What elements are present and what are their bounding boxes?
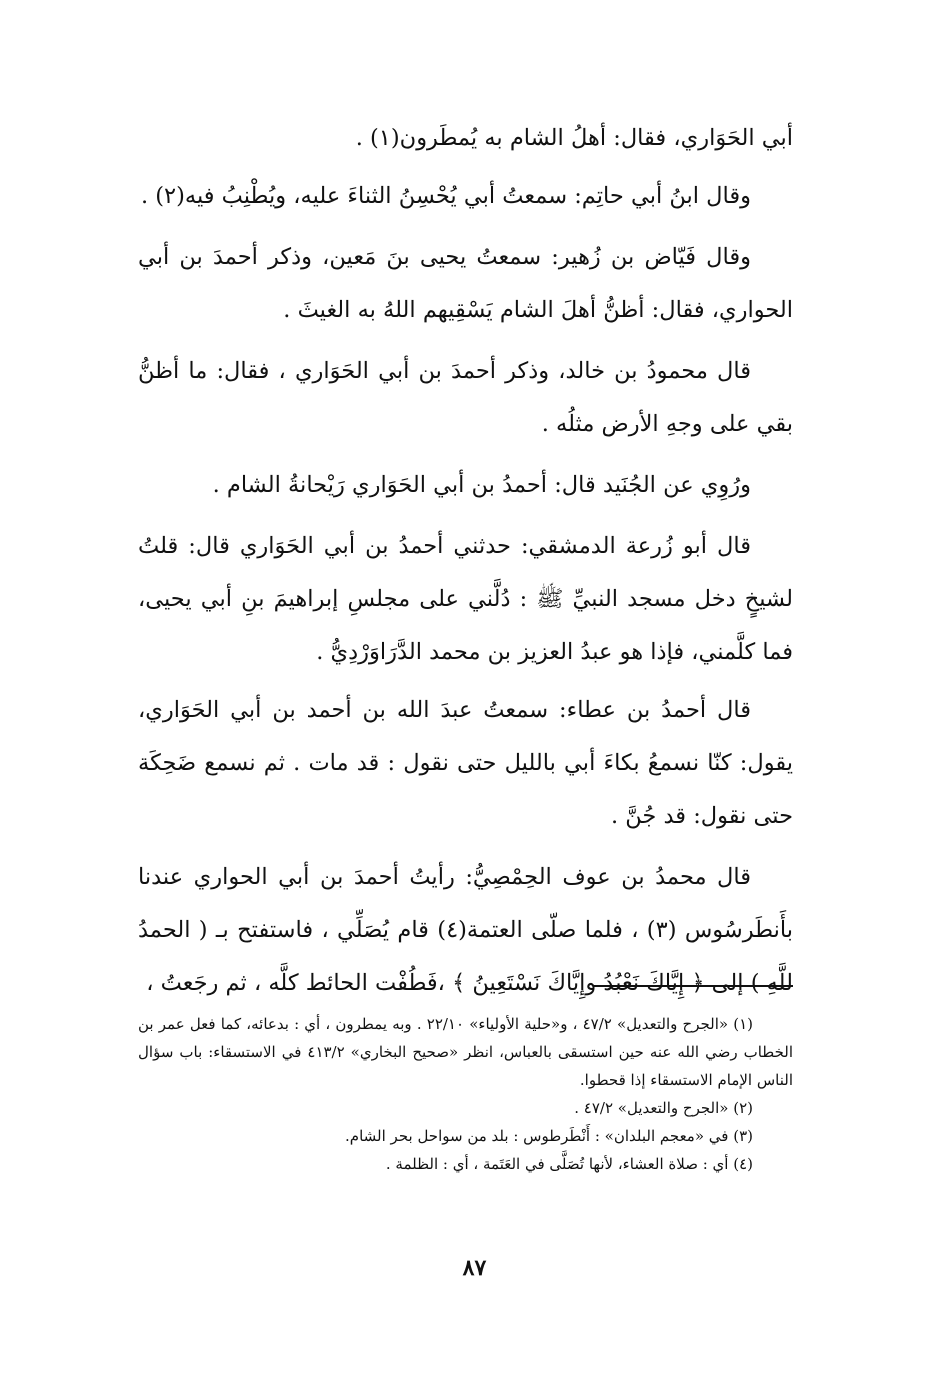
footnotes: [138, 1010, 793, 1178]
paragraph-3: وقال فَيّاض بن زُهير: سمعتُ يحيى بنَ مَعين، وذكر أحمدَ بن أبي الحواري، فقال: أظنُّ أهلَ الشام يَسْقِيهم اللهُ به الغيثَ .: [138, 244, 793, 323]
paragraph-2: وقال ابنُ أبي حاتِم: سمعتُ أبي يُحْسِنُ الثناءَ عليه، ويُطْنِبُ فيه(٢) .: [140, 183, 751, 209]
paragraph-8: قال محمدُ بن عوف الحِمْصِيُّ: رأيتُ أحمدَ بن أبي الحواري عندنا بأَنطَرسُوس (٣) ، فلما صلّى العتمة(٤) قام يُصَلِّي ، فاستفتح بـ ( الحمدُ للَّهِ ) إلى ﴿ إِيَّاكَ نَعْبُدُ وإِيَّاكَ نَسْتَعِينُ ﴾ ،فَطُفْت الحائط كلَّه ، ثم رجَعتُ ،: [138, 864, 794, 996]
paragraph-1: أبي الحَوَاري، فقال: أهلُ الشام به يُمطَرون(١) .: [355, 125, 793, 151]
paragraph-6: قال أبو زُرعة الدمشقي: حدثني أحمدُ بن أبي الحَوَاري قال: قلتُ لشيخٍ دخل مسجد النبيِّ ﷺ : دُلَّني على مجلسِ إبراهيمَ بنِ أبي يحيى، فما كلَّمني، فإذا هو عبدُ العزيز بن محمد الدَّرَاوَرْدِيُّ .: [138, 533, 793, 665]
paragraph-4: قال محمودُ بن خالد، وذكر أحمدَ بن أبي الحَوَاري ، فقال: ما أظنُّ بقي على وجهِ الأرض مثلُه .: [138, 358, 793, 437]
footnote-1: (١) «الجرح والتعديل» ٤٧/٢ ، و«حلية الأولياء» ٢٢/١٠ . وبه يمطرون ، أي : بدعائه، كما فعل عمر بن الخطاب رضي الله عنه حين استسقى بالعباس، انظر «صحيح البخاري» ٤١٣/٢ في الاستسقاء: باب سؤال الناس الإمام الاستسقاء إذا قحطوا.: [138, 1015, 793, 1089]
footnote-3: (٣) في «معجم البلدان» : أَنْطَرطوس : بلد من سواحل بحر الشام.: [345, 1127, 753, 1145]
paragraph-7: قال أحمدُ بن عطاء: سمعتُ عبدَ الله بن أحمد بن أبي الحَوَاري، يقول: كنّا نسمعُ بكاءَ أبي بالليل حتى نقول : قد مات . ثم نسمع ضَحِكَة حتى نقول: قد جُنَّ .: [138, 697, 793, 829]
paragraph-5: ورُوِي عن الجُنَيد قال: أحمدُ بن أبي الحَوَاري رَيْحانةُ الشام .: [212, 472, 751, 498]
footnote-2: (٢) «الجرح والتعديل» ٤٧/٢ .: [574, 1099, 753, 1117]
footnote-separator: [593, 985, 793, 987]
footnote-4: (٤) أي : صلاة العشاء، لأنها تُصَلَّى في العَتَمة ، أي : الظلمة .: [385, 1155, 753, 1173]
main-text: [138, 112, 793, 1010]
page-number: ٨٧: [462, 1255, 487, 1281]
